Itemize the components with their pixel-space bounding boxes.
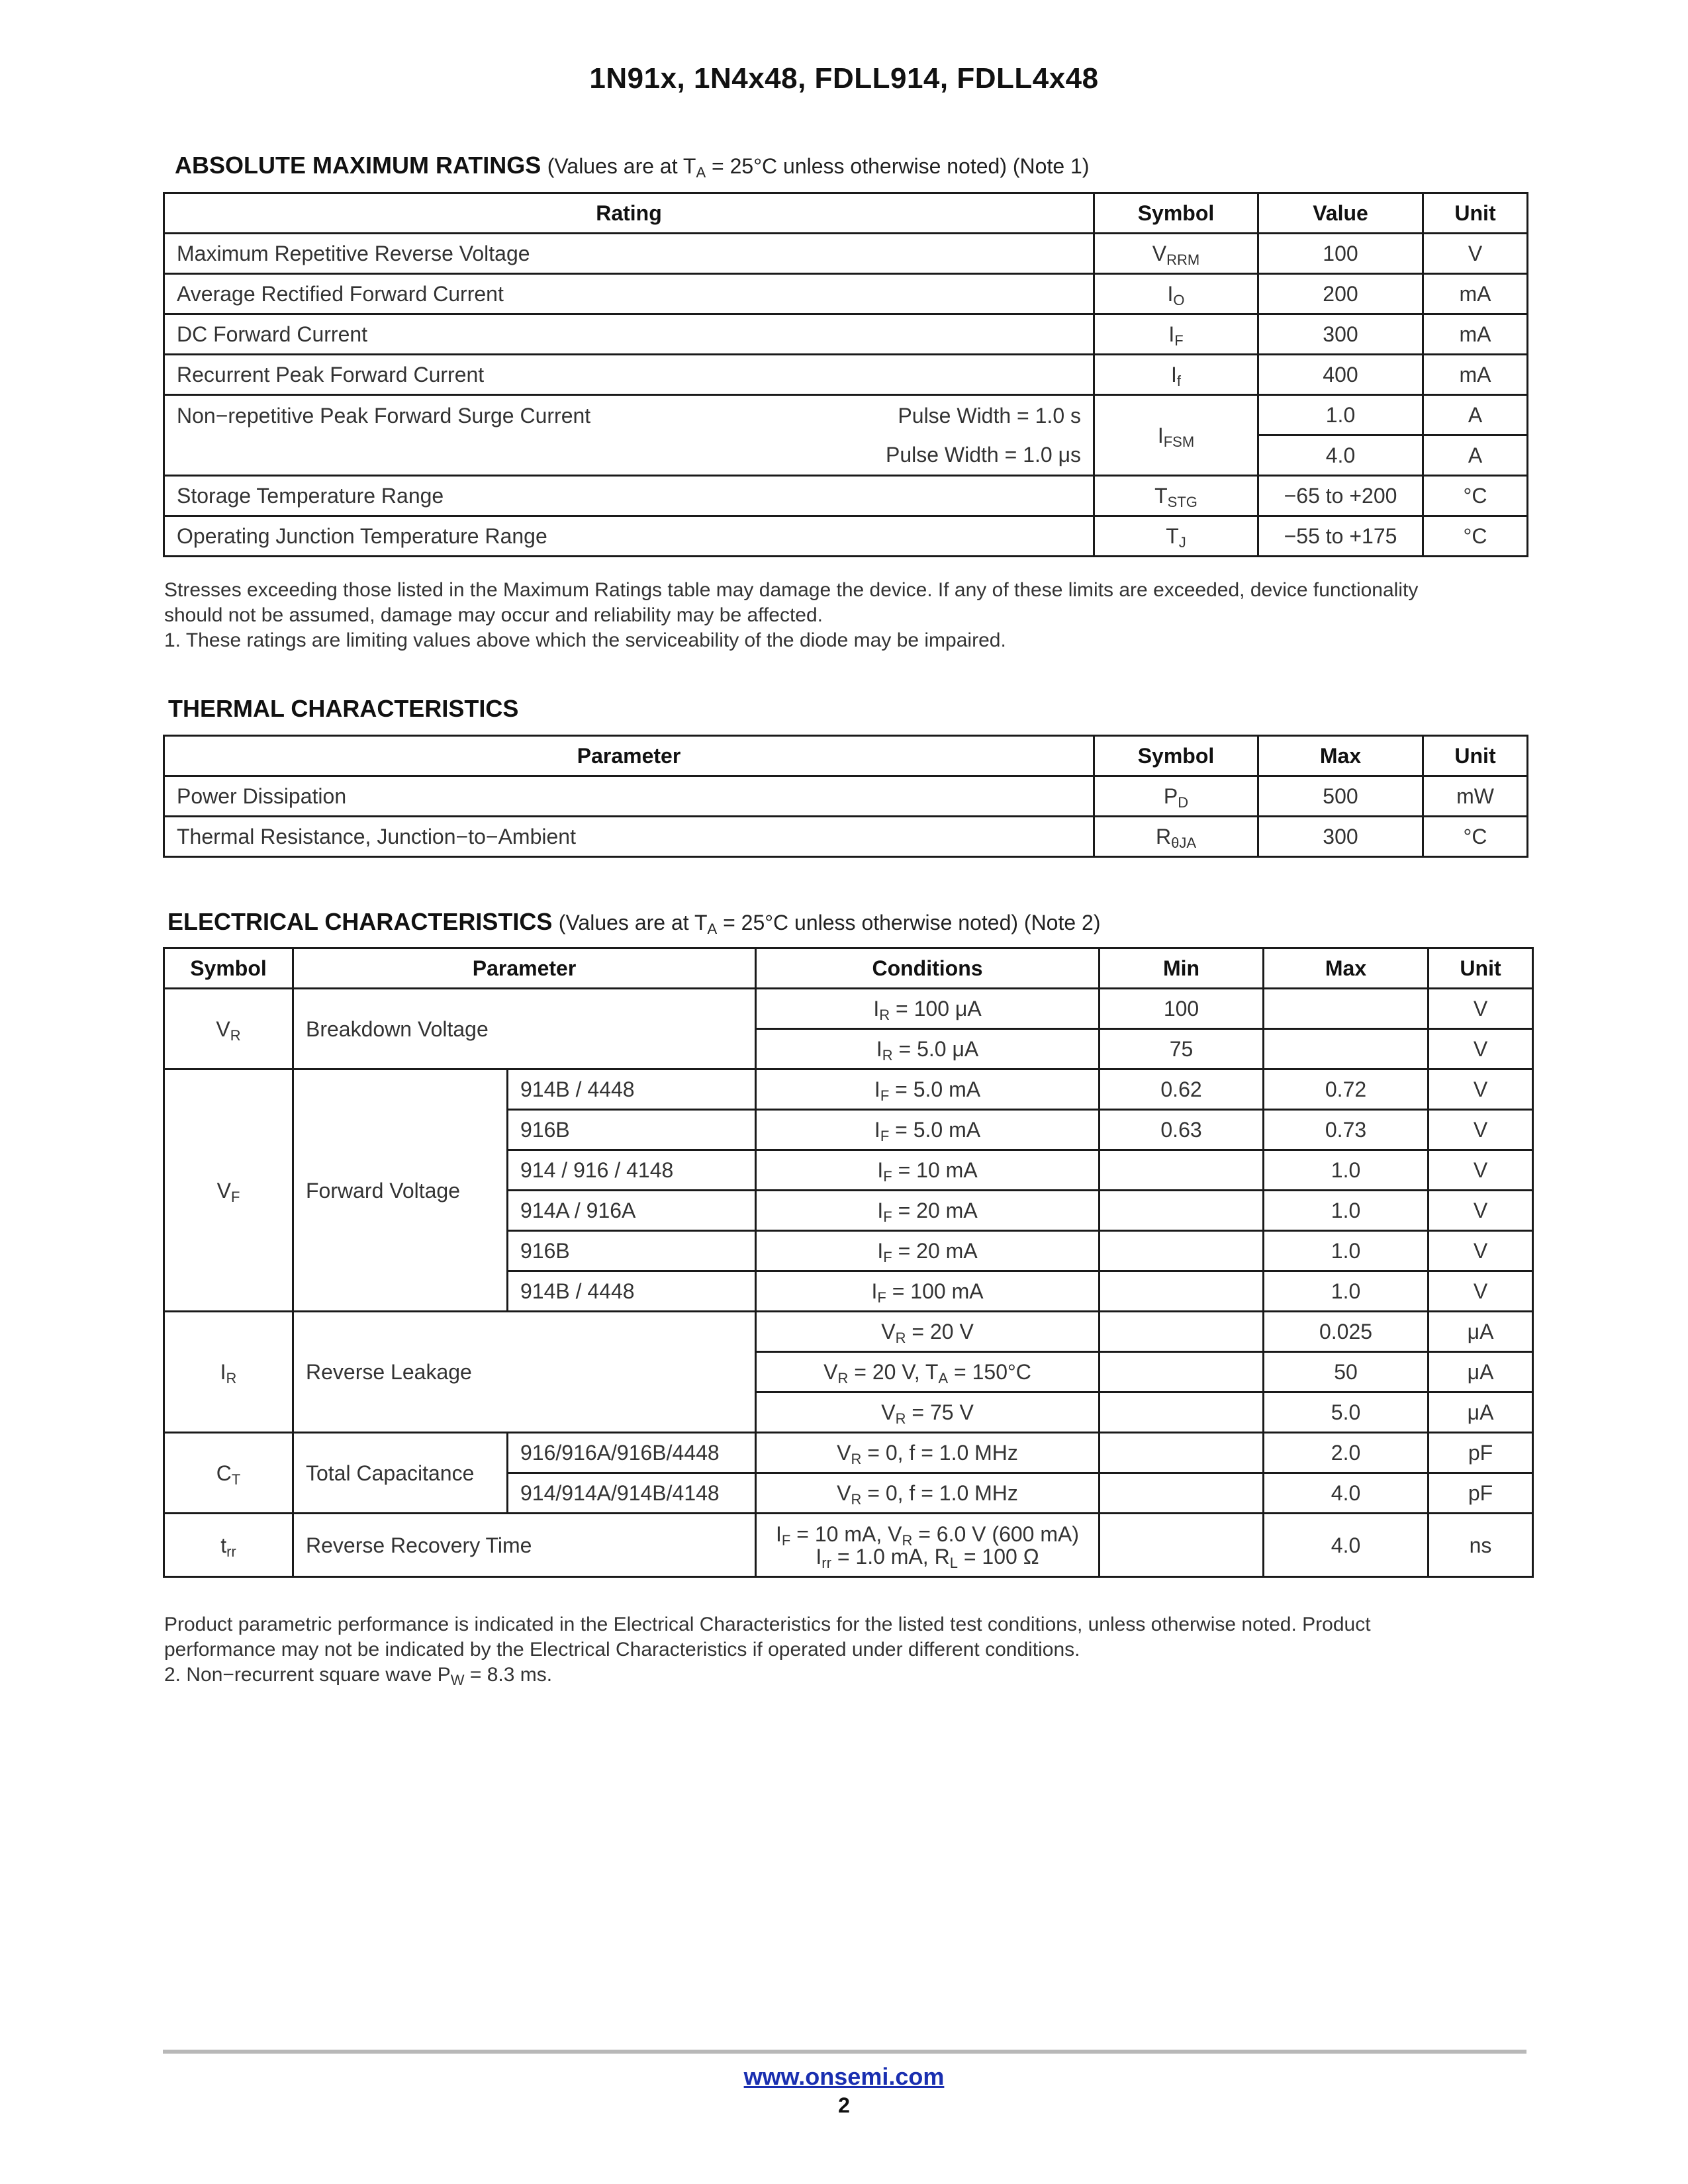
table-row: [164, 776, 1528, 817]
symbol-cell: $R_{\theta JA}$: [1094, 817, 1258, 857]
condition-cell: $I_F = 5.0$ mA: [756, 1069, 1100, 1110]
device-cell: 914 / 916 / 4148: [508, 1150, 756, 1191]
condition-cell: $I_R = 100$ μA: [756, 989, 1100, 1029]
max-cell: 0.72: [1264, 1069, 1429, 1110]
unit-cell: A: [1423, 435, 1528, 476]
rating-cell: Average Rectified Forward Current: [164, 274, 1094, 314]
table-row: [164, 1514, 1533, 1577]
unit-cell: V: [1429, 1029, 1533, 1069]
min-cell: [1100, 1392, 1264, 1433]
col-header-parameter: Parameter: [293, 948, 756, 989]
amr-heading: ABSOLUTE MAXIMUM RATINGS: [175, 152, 541, 179]
condition-cell: $I_F = 10$ mA: [756, 1150, 1100, 1191]
rating-cell: DC Forward Current: [164, 314, 1094, 355]
table-row: [164, 234, 1528, 274]
col-header-value: Value: [1258, 193, 1423, 234]
rating-cell: Maximum Repetitive Reverse Voltage: [164, 234, 1094, 274]
table-header-row: [164, 736, 1528, 776]
parameter-cell: Thermal Resistance, Junction−to−Ambient: [164, 817, 1094, 857]
stress-note: Stresses exceeding those listed in the Maximum Ratings table may damage the device. If any of these limits are exceeded, device functionality: [164, 579, 1419, 601]
unit-cell: ns: [1429, 1514, 1533, 1577]
value-cell: 4.0: [1258, 435, 1423, 476]
symbol-cell: $I_F$: [1094, 314, 1258, 355]
symbol-cell: $C_T$: [164, 1433, 293, 1514]
table-row: [164, 1312, 1533, 1352]
max-cell: 0.73: [1264, 1110, 1429, 1150]
parameter-cell: Forward Voltage: [293, 1069, 508, 1312]
unit-cell: °C: [1423, 817, 1528, 857]
amr-table: [163, 192, 1528, 557]
value-cell: 400: [1258, 355, 1423, 395]
min-cell: [1100, 1150, 1264, 1191]
max-cell: 300: [1258, 817, 1423, 857]
unit-cell: mA: [1423, 274, 1528, 314]
condition-cell: [756, 1514, 1100, 1577]
unit-cell: V: [1429, 1191, 1533, 1231]
stress-note: should not be assumed, damage may occur and reliability may be affected.: [164, 604, 823, 626]
condition-text: Pulse Width = 1.0 s: [898, 403, 1081, 428]
amr-heading-row: [175, 152, 1089, 179]
condition-line-2: $I_{rr} = 1.0$ mA, $R_L = 100$ Ω: [816, 1544, 1039, 1571]
unit-cell: A: [1423, 395, 1528, 435]
table-row: [164, 817, 1528, 857]
symbol-cell: $V_{RRM}$: [1094, 234, 1258, 274]
table-row: [164, 989, 1533, 1029]
min-cell: 0.62: [1100, 1069, 1264, 1110]
condition-text: Pulse Width = 1.0 μs: [164, 435, 1094, 476]
col-header-max: Max: [1258, 736, 1423, 776]
col-header-max: Max: [1264, 948, 1429, 989]
min-cell: [1100, 1231, 1264, 1271]
value-cell: −55 to +175: [1258, 516, 1423, 557]
unit-cell: V: [1429, 1150, 1533, 1191]
unit-cell: μA: [1429, 1352, 1533, 1392]
device-cell: 916B: [508, 1110, 756, 1150]
thermal-heading-row: [168, 695, 518, 723]
device-cell: 914/914A/914B/4148: [508, 1473, 756, 1514]
elec-table: [163, 947, 1534, 1578]
unit-cell: V: [1429, 1271, 1533, 1312]
device-cell: 914B / 4448: [508, 1271, 756, 1312]
table-header-row: [164, 948, 1533, 989]
elec-note: (Values are at $T_A = 25^\circ C$ unless otherwise noted) (Note 2): [558, 911, 1101, 937]
value-cell: 300: [1258, 314, 1423, 355]
min-cell: [1100, 1433, 1264, 1473]
min-cell: 75: [1100, 1029, 1264, 1069]
elec-footnotes: [164, 1612, 1528, 1688]
unit-cell: pF: [1429, 1433, 1533, 1473]
condition-cell: $V_R = 0$, f = 1.0 MHz: [756, 1473, 1100, 1514]
unit-cell: °C: [1423, 476, 1528, 516]
note-1: 1. These ratings are limiting values above which the serviceability of the diode may be impaired.: [164, 629, 1006, 651]
min-cell: [1100, 1352, 1264, 1392]
min-cell: [1100, 1312, 1264, 1352]
value-cell: −65 to +200: [1258, 476, 1423, 516]
condition-cell: $V_R = 0$, f = 1.0 MHz: [756, 1433, 1100, 1473]
unit-cell: μA: [1429, 1312, 1533, 1352]
max-cell: [1264, 1029, 1429, 1069]
col-header-symbol: Symbol: [1094, 736, 1258, 776]
footer-divider: [163, 2050, 1526, 2054]
table-row: [164, 1069, 1533, 1110]
max-cell: 0.025: [1264, 1312, 1429, 1352]
condition-cell: $V_R = 75$ V: [756, 1392, 1100, 1433]
min-cell: 0.63: [1100, 1110, 1264, 1150]
amr-footnotes: [164, 578, 1528, 653]
parameter-cell: Breakdown Voltage: [293, 989, 756, 1069]
value-cell: 200: [1258, 274, 1423, 314]
table-header-row: [164, 193, 1528, 234]
symbol-cell: $V_R$: [164, 989, 293, 1069]
min-cell: [1100, 1514, 1264, 1577]
condition-cell: $V_R = 20$ V, $T_A = 150^\circ C$: [756, 1352, 1100, 1392]
symbol-cell: $I_{FSM}$: [1094, 395, 1258, 476]
elec-heading: ELECTRICAL CHARACTERISTICS: [167, 908, 553, 935]
symbol-cell: $T_{STG}$: [1094, 476, 1258, 516]
rating-cell: Operating Junction Temperature Range: [164, 516, 1094, 557]
symbol-cell: $I_f$: [1094, 355, 1258, 395]
footer-link[interactable]: www.onsemi.com: [743, 2063, 945, 2090]
max-cell: 4.0: [1264, 1473, 1429, 1514]
min-cell: [1100, 1473, 1264, 1514]
condition-cell: $I_F = 5.0$ mA: [756, 1110, 1100, 1150]
page-title: 1N91x, 1N4x48, FDLL914, FDLL4x48: [589, 62, 1099, 95]
unit-cell: V: [1429, 1069, 1533, 1110]
symbol-cell: $I_O$: [1094, 274, 1258, 314]
value-cell: 100: [1258, 234, 1423, 274]
unit-cell: pF: [1429, 1473, 1533, 1514]
max-cell: 1.0: [1264, 1271, 1429, 1312]
min-cell: 100: [1100, 989, 1264, 1029]
performance-note: Product parametric performance is indicated in the Electrical Characteristics for the listed test conditions, unless otherwise noted. Product: [164, 1614, 1371, 1635]
table-row: [164, 1433, 1533, 1473]
max-cell: 2.0: [1264, 1433, 1429, 1473]
symbol-cell: $T_J$: [1094, 516, 1258, 557]
elec-heading-row: [167, 908, 1101, 936]
col-header-unit: Unit: [1423, 193, 1528, 234]
unit-cell: μA: [1429, 1392, 1533, 1433]
condition-cell: $I_F = 100$ mA: [756, 1271, 1100, 1312]
table-row: [164, 314, 1528, 355]
device-cell: 916B: [508, 1231, 756, 1271]
max-cell: 4.0: [1264, 1514, 1429, 1577]
unit-cell: V: [1429, 1231, 1533, 1271]
col-header-symbol: Symbol: [164, 948, 293, 989]
symbol-cell: $V_F$: [164, 1069, 293, 1312]
condition-cell: $V_R = 20$ V: [756, 1312, 1100, 1352]
device-cell: 914B / 4448: [508, 1069, 756, 1110]
parameter-cell: Reverse Leakage: [293, 1312, 756, 1433]
max-cell: 1.0: [1264, 1150, 1429, 1191]
parameter-cell: Power Dissipation: [164, 776, 1094, 817]
col-header-rating: Rating: [164, 193, 1094, 234]
unit-cell: V: [1429, 989, 1533, 1029]
col-header-unit: Unit: [1429, 948, 1533, 989]
page-number: 2: [838, 2093, 850, 2117]
rating-cell: Recurrent Peak Forward Current: [164, 355, 1094, 395]
unit-cell: V: [1429, 1110, 1533, 1150]
table-row: [164, 274, 1528, 314]
table-row: [164, 395, 1528, 435]
performance-note: performance may not be indicated by the Electrical Characteristics if operated under different conditions.: [164, 1639, 1080, 1661]
condition-line-1: $I_F = 10$ mA, $V_R = 6.0$ V (600 mA): [776, 1522, 1079, 1549]
col-header-min: Min: [1100, 948, 1264, 989]
symbol-cell: $P_D$: [1094, 776, 1258, 817]
table-row: [164, 355, 1528, 395]
thermal-table: [163, 735, 1528, 858]
col-header-parameter: Parameter: [164, 736, 1094, 776]
min-cell: [1100, 1191, 1264, 1231]
unit-cell: V: [1423, 234, 1528, 274]
parameter-cell: Total Capacitance: [293, 1433, 508, 1514]
symbol-cell: $I_R$: [164, 1312, 293, 1433]
table-row: [164, 476, 1528, 516]
col-header-conditions: Conditions: [756, 948, 1100, 989]
unit-cell: °C: [1423, 516, 1528, 557]
unit-cell: mA: [1423, 355, 1528, 395]
condition-cell: $I_F = 20$ mA: [756, 1231, 1100, 1271]
note-2: 2. Non−recurrent square wave $P_W = 8.3$ ms.: [164, 1664, 553, 1688]
max-cell: [1264, 989, 1429, 1029]
unit-cell: mA: [1423, 314, 1528, 355]
max-cell: 1.0: [1264, 1231, 1429, 1271]
condition-cell: $I_F = 20$ mA: [756, 1191, 1100, 1231]
table-row: [164, 516, 1528, 557]
device-cell: 916/916A/916B/4448: [508, 1433, 756, 1473]
min-cell: [1100, 1271, 1264, 1312]
max-cell: 500: [1258, 776, 1423, 817]
col-header-symbol: Symbol: [1094, 193, 1258, 234]
amr-note: (Values are at $T_A = 25^\circ C$ unless otherwise noted) (Note 1): [547, 154, 1090, 181]
device-cell: 914A / 916A: [508, 1191, 756, 1231]
rating-cell: Storage Temperature Range: [164, 476, 1094, 516]
thermal-heading: THERMAL CHARACTERISTICS: [168, 695, 519, 722]
symbol-cell: $t_{rr}$: [164, 1514, 293, 1577]
parameter-cell: Reverse Recovery Time: [293, 1514, 756, 1577]
max-cell: 5.0: [1264, 1392, 1429, 1433]
rating-cell: Non−repetitive Peak Forward Surge Current Pulse Width = 1.0 s: [164, 395, 1094, 435]
table-row: [164, 435, 1528, 476]
value-cell: 1.0: [1258, 395, 1423, 435]
col-header-unit: Unit: [1423, 736, 1528, 776]
max-cell: 50: [1264, 1352, 1429, 1392]
condition-cell: $I_R = 5.0$ μA: [756, 1029, 1100, 1069]
max-cell: 1.0: [1264, 1191, 1429, 1231]
unit-cell: mW: [1423, 776, 1528, 817]
